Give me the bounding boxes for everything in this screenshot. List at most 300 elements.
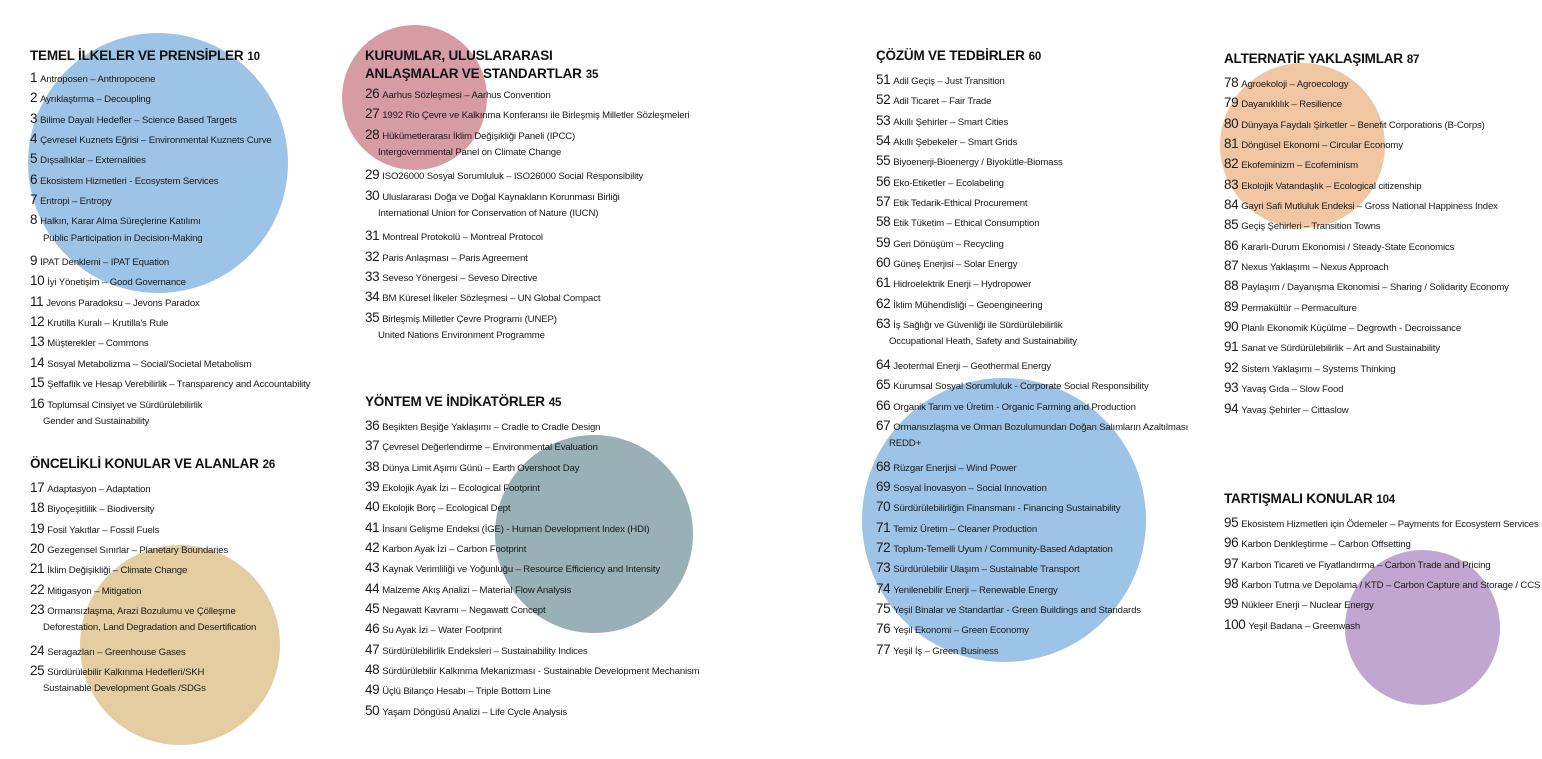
toc-item [876,357,1188,377]
item-number: 70 [876,499,891,515]
item-number: 39 [365,479,380,495]
item-text: Sosyal İnovasyon – Social Innovation [893,482,1047,494]
toc-item [1224,556,1540,576]
item-number: 10 [30,273,45,289]
item-text: Ayrıklaştırma – Decoupling [40,94,151,106]
toc-item [365,147,689,167]
item-number: 4 [30,131,38,147]
item-text: Döngüsel Ekonomi – Circular Economy [1241,140,1403,152]
item-text: Dünya Limit Aşımı Günü – Earth Overshoot Day [382,462,580,474]
item-text: Akıllı Şehirler – Smart Cities [893,116,1009,128]
toc-item [876,581,1188,601]
item-text: Karbon Tutma ve Depolama / KTD – Carbon Capture and Storage / CCS [1241,580,1541,592]
item-number: 15 [30,375,45,391]
item-text: Dışsallıklar – Externalities [40,155,146,167]
item-text: Jevons Paradoksu – Jevons Paradox [46,297,200,309]
item-text: Occupational Heath, Safety and Sustainability [889,336,1077,348]
item-number: 13 [30,334,45,350]
item-text: Paris Anlaşması – Paris Agreement [382,252,528,264]
toc-item [30,233,310,253]
item-number: 68 [876,458,891,474]
item-text: Dayanıklılık – Resilience [1241,99,1342,111]
toc-item [1224,299,1509,319]
item-number: 5 [30,151,38,167]
toc-item [365,499,700,519]
item-text: Karbon Denkleştirme – Carbon Offsetting [1241,539,1411,551]
item-number: 21 [30,561,45,577]
item-text: Jeotermal Enerji – Geothermal Energy [893,360,1051,372]
item-number: 3 [30,110,38,126]
item-number: 67 [876,417,891,433]
toc-item [876,540,1188,560]
item-number: 89 [1224,298,1239,314]
item-text: Krutilla Kuralı – Krutilla's Rule [47,318,169,330]
toc-item [1224,360,1509,380]
item-text: 1992 Rio Çevre ve Kalkınma Konferansı ile Birleşmiş Milletler Sözleşmeleri [382,110,690,122]
item-text: Yenilenebilir Enerji – Renewable Energy [893,584,1058,596]
item-number: 62 [876,295,891,311]
item-number: 53 [876,112,891,128]
item-text: BM Küresel İlkeler Sözleşmesi – UN Global Compact [382,293,601,305]
item-number: 18 [30,500,45,516]
toc-item [1224,319,1509,339]
item-number: 56 [876,173,891,189]
toc-item [876,377,1188,397]
toc-item [876,316,1188,336]
item-text: Yaşam Döngüsü Analizi – Life Cycle Analysis [382,706,568,718]
item-number: 9 [30,253,38,269]
item-number: 42 [365,540,380,556]
section-yontem [365,393,700,723]
toc-item [365,520,700,540]
item-number: 86 [1224,237,1239,253]
item-text: Şeffaflık ve Hesap Verebilirlik – Transparency and Accountability [47,379,311,391]
item-text: Gezegensel Sınırlar – Planetary Boundaries [47,545,229,557]
section-oncelikli-konular [30,455,275,704]
toc-item [1224,535,1540,555]
item-text: Yeşil Badana – Greenwash [1248,620,1361,632]
item-text: Kararlı-Durum Ekonomisi / Steady-State Economics [1241,241,1455,253]
section-tartismali [1224,490,1540,637]
item-number: 77 [876,641,891,657]
item-list [365,418,700,723]
section-title: YÖNTEM VE İNDİKATÖRLER 45 [365,394,562,409]
section-title: ÖNCELİKLİ KONULAR VE ALANLAR 26 [30,456,276,471]
item-number: 95 [1224,515,1239,530]
item-text: Fosil Yakıtlar – Fossil Fuels [47,524,160,536]
item-number: 33 [365,269,380,285]
item-text: Nükleer Enerji – Nuclear Energy [1241,600,1374,612]
item-number: 55 [876,153,891,169]
item-text: Adil Ticaret – Fair Trade [893,96,992,108]
item-text: Üçlü Bilanço Hesabı – Triple Bottom Line [382,686,551,698]
item-number: 82 [1224,156,1239,172]
item-text: Çevresel Kuznets Eğrisi – Environmental Kuznets Curve [40,135,272,147]
toc-item [30,663,275,683]
item-text: Su Ayak İzi – Water Footprint [382,625,502,637]
item-number: 30 [365,187,380,203]
item-text: Ormansızlaşma ve Orman Bozulumundan Doğan Salımların Azaltılması [893,421,1189,433]
page-number: 10 [247,51,260,63]
page-number: 87 [1406,54,1420,66]
toc-item [876,153,1188,173]
item-text: İklim Mühendisliği – Geoengineering [893,299,1043,311]
section-title: ÇÖZÜM VE TEDBİRLER 60 [876,48,1042,63]
toc-item [365,621,700,641]
item-number: 43 [365,560,380,576]
item-text: Ekolojik Ayak İzi – Ecological Footprint [382,483,540,495]
item-text: Beşikten Beşiğe Yaklaşımı – Cradle to Cradle Design [382,422,601,433]
item-number: 58 [876,214,891,230]
page-number: 45 [548,397,562,409]
item-number: 26 [365,86,380,101]
item-number: 6 [30,171,38,187]
item-text: Intergovernmental Panel on Climate Change [378,147,562,159]
item-text: Halkın, Karar Alma Süreçlerine Katılımı [40,216,201,228]
item-number: 63 [876,316,891,332]
toc-item [1224,380,1509,400]
toc-item [30,273,310,293]
item-text: Paylaşım / Dayanışma Ekonomisi – Sharing / Solidarity Economy [1241,282,1509,294]
toc-item [876,499,1188,519]
item-number: 34 [365,289,380,305]
item-text: Birleşmiş Milletler Çevre Programı (UNEP) [382,313,557,325]
item-list [365,86,689,350]
toc-item [30,131,310,151]
item-text: Nexus Yaklaşımı – Nexus Approach [1241,262,1389,274]
item-number: 45 [365,601,380,617]
item-number: 16 [30,395,45,411]
item-text: Ekolojik Borç – Ecological Dept [382,503,511,515]
toc-item [30,561,275,581]
item-text: Permakültür – Permaculture [1241,302,1357,314]
toc-item [876,398,1188,418]
section-alternatif [1224,50,1509,421]
item-text: Ormansızlaşma, Arazi Bozulumu ve Çölleşme [47,606,236,618]
item-number: 91 [1224,339,1239,355]
section-title: ALTERNATİF YAKLAŞIMLAR 87 [1224,51,1420,66]
toc-item [1224,75,1509,95]
section-title: TARTIŞMALI KONULAR 104 [1224,491,1395,506]
toc-item [1224,136,1509,156]
toc-item [365,560,700,580]
item-text: International Union for Conservation of Nature (IUCN) [378,208,599,220]
item-text: Negawatt Kavramı – Negawatt Concept [382,605,546,617]
item-number: 57 [876,194,891,210]
item-number: 65 [876,377,891,393]
item-text: Sistem Yaklaşımı – Systems Thinking [1241,363,1396,375]
item-text: ISO26000 Sosyal Sorumluluk – ISO26000 Social Responsibility [382,171,644,183]
toc-item [876,113,1188,133]
item-number: 78 [1224,75,1239,90]
toc-item [1224,156,1509,176]
toc-item [1224,95,1509,115]
item-text: Karbon Ayak İzi – Carbon Footprint [382,544,527,556]
item-list [30,480,275,704]
toc-item [365,418,700,438]
toc-item [30,192,310,212]
item-number: 61 [876,275,891,291]
toc-item [1224,617,1540,637]
item-number: 69 [876,478,891,494]
item-text: Akıllı Şebekeler – Smart Grids [893,137,1018,149]
item-number: 24 [30,642,45,658]
item-text: Seveso Yönergesi – Seveso Directive [382,273,538,285]
item-text: Toplum-Temelli Uyum / Community-Based Adaptation [893,543,1113,555]
item-number: 80 [1224,115,1239,131]
item-text: Uluslararası Doğa ve Doğal Kaynakların Korunması Birliği [382,191,620,203]
item-text: Toplumsal Cinsiyet ve Sürdürülebilirlik [47,399,203,411]
item-number: 60 [876,255,891,271]
item-text: Etik Tedarik-Ethical Procurement [893,198,1028,210]
item-number: 75 [876,600,891,616]
item-number: 22 [30,581,45,597]
item-text: Seragazları – Greenhouse Gases [47,646,186,658]
item-number: 59 [876,234,891,250]
toc-item [30,70,310,90]
item-number: 99 [1224,596,1239,612]
toc-item [365,330,689,350]
item-number: 44 [365,580,380,596]
item-number: 66 [876,397,891,413]
toc-item [876,418,1188,438]
toc-item [30,582,275,602]
item-number: 72 [876,539,891,555]
page-number: 60 [1028,51,1042,63]
item-number: 93 [1224,380,1239,396]
item-text: Sürdürülebilirlik Endeksleri – Sustainability Indices [382,645,588,657]
item-text: Eko-Etiketler – Ecolabeling [893,177,1004,189]
item-number: 87 [1224,258,1239,274]
item-text: İyi Yönetişim – Good Governance [47,277,186,289]
item-number: 94 [1224,400,1239,416]
toc-item [365,106,689,126]
toc-item [30,602,275,622]
toc-item [365,459,700,479]
item-number: 83 [1224,176,1239,192]
toc-item [365,86,689,106]
item-number: 41 [365,519,380,535]
item-text: Entropi – Entropy [40,196,112,208]
item-text: Yeşil Ekonomi – Green Economy [893,625,1029,637]
section-title: TEMEL İLKELER VE PRENSİPLER 10 [30,48,260,63]
toc-item [876,72,1188,92]
toc-item [365,601,700,621]
toc-item [30,334,310,354]
item-text: İş Sağlığı ve Güvenliği ile Sürdürülebilirlik [893,320,1063,332]
item-text: Güneş Enerjisi – Solar Energy [893,259,1018,271]
toc-item [30,111,310,131]
item-text: Etik Tüketim – Ethical Consumption [893,218,1040,230]
item-number: 38 [365,458,380,474]
toc-item [1224,596,1540,616]
toc-item [1224,238,1509,258]
item-number: 90 [1224,319,1239,335]
item-number: 8 [30,212,38,228]
section-cozum [876,47,1188,662]
item-text: Agroekoloji – Agroecology [1241,79,1349,90]
item-number: 7 [30,192,38,208]
item-number: 14 [30,354,45,370]
toc-item [876,520,1188,540]
item-text: Yeşil İş – Green Business [893,645,999,657]
item-number: 73 [876,560,891,576]
toc-item [365,310,689,330]
item-number: 28 [365,126,380,142]
item-text: Geçiş Şehirleri – Transition Towns [1241,221,1381,233]
toc-item [365,249,689,269]
item-text: REDD+ [889,438,922,450]
toc-item [876,621,1188,641]
item-number: 85 [1224,217,1239,233]
toc-item [1224,116,1509,136]
toc-item [365,479,700,499]
item-number: 97 [1224,555,1239,571]
toc-item [30,416,310,436]
toc-item [365,662,700,682]
item-text: Müşterekler – Commons [47,338,149,350]
toc-item [1224,197,1509,217]
item-text: Organik Tarım ve Üretim - Organic Farming and Production [893,401,1136,413]
item-list [1224,75,1509,421]
toc-item [876,133,1188,153]
item-text: Yeşil Binalar ve Standartlar - Green Buildings and Standards [893,604,1141,616]
item-number: 71 [876,519,891,535]
item-text: Hidroelektrik Enerji – Hydropower [893,279,1032,291]
item-number: 54 [876,133,891,149]
toc-item [30,294,310,314]
item-text: Public Participation in Decision-Making [43,232,203,244]
toc-item [1224,217,1509,237]
toc-item [365,438,700,458]
item-text: Sustainable Development Goals /SDGs [43,683,206,695]
toc-item [1224,401,1509,421]
item-text: Kurumsal Sosyal Sorumluluk - Corporate Social Responsibility [893,381,1149,393]
toc-item [365,682,700,702]
item-text: Malzeme Akış Analizi – Material Flow Analysis [382,584,572,596]
section-temel-ilkeler [30,47,310,436]
item-number: 76 [876,621,891,637]
toc-item [876,336,1188,356]
item-number: 88 [1224,278,1239,294]
item-text: Sürdürülebilir Kalkınma Mekanizması - Sustainable Development Mechanism [382,666,700,678]
section-kurumlar [365,47,689,350]
page-number: 104 [1376,494,1395,506]
item-number: 40 [365,499,380,515]
toc-item [365,540,700,560]
toc-item [365,167,689,187]
item-number: 11 [30,293,44,309]
item-text: Aarhus Sözleşmesi – Aarhus Convention [382,90,551,101]
toc-item [876,194,1188,214]
toc-item [365,228,689,248]
item-text: Montreal Protokolü – Montreal Protocol [382,232,543,244]
item-text: Ekolojik Vatandaşlık – Ecological citizenship [1241,180,1422,192]
toc-item [365,127,689,147]
item-text: Planlı Ekonomik Küçülme – Degrowth - Decroissance [1241,323,1462,335]
toc-item [876,642,1188,662]
toc-item [30,172,310,192]
item-number: 100 [1224,616,1246,632]
item-text: Yavaş Şehirler – Cittaslow [1241,404,1349,416]
item-text: Ekosistem Hizmetleri için Ödemeler – Payments for Ecosystem Services [1241,519,1539,530]
toc-item [30,151,310,171]
toc-item [876,255,1188,275]
item-number: 19 [30,520,45,536]
item-text: Geri Dönüşüm – Recycling [893,238,1004,250]
item-text: Ekofeminizm – Ecofeminism [1241,160,1358,172]
toc-item [30,375,310,395]
item-number: 50 [365,702,380,718]
item-number: 64 [876,356,891,372]
toc-item [876,235,1188,255]
item-text: Temiz Üretim – Cleaner Production [893,523,1038,535]
item-text: Karbon Ticareti ve Fiyatlandırma – Carbon Trade and Pricing [1241,559,1491,571]
page-number: 35 [585,69,599,81]
toc-item [30,521,275,541]
item-number: 48 [365,662,380,678]
item-number: 12 [30,314,45,330]
toc-item [30,253,310,273]
item-number: 96 [1224,535,1239,551]
item-number: 46 [365,621,380,637]
toc-item [30,643,275,663]
item-number: 47 [365,641,380,657]
item-text: Hükümetlerarası İklim Değişikliği Paneli (IPCC) [382,130,576,142]
toc-item [365,188,689,208]
item-text: Mitigasyon – Mitigation [47,585,142,597]
toc-item [1224,339,1509,359]
item-number: 52 [876,92,891,108]
toc-item [1224,258,1509,278]
toc-item [1224,515,1540,535]
toc-item [30,541,275,561]
item-number: 29 [365,167,380,183]
toc-item [1224,278,1509,298]
item-number: 98 [1224,576,1239,592]
item-number: 51 [876,72,891,87]
item-text: İklim Değişikliği – Climate Change [47,565,188,577]
item-text: United Nations Environment Programme [378,330,545,342]
toc-item [30,683,275,703]
toc-item [365,269,689,289]
item-number: 2 [30,90,38,106]
item-text: Sosyal Metabolizma – Social/Societal Metabolism [47,358,252,370]
toc-item [365,703,700,723]
item-number: 84 [1224,197,1239,213]
toc-item [30,622,275,642]
item-text: Adil Geçiş – Just Transition [893,76,1005,87]
item-number: 17 [30,480,45,495]
toc-item [876,214,1188,234]
toc-item [876,560,1188,580]
toc-item [1224,576,1540,596]
toc-item [30,90,310,110]
item-text: Çevresel Değerlendirme – Environmental Evaluation [382,442,598,454]
item-number: 92 [1224,359,1239,375]
item-number: 23 [30,602,45,618]
item-text: Bilime Dayalı Hedefler – Science Based Targets [40,114,237,126]
toc-item [365,581,700,601]
item-text: İnsani Gelişme Endeksi (İGE) - Human Development Index (HDI) [382,523,650,535]
item-text: Biyoenerji-Bioenergy / Biyokütle-Biomass [893,157,1063,169]
item-list [30,70,310,436]
item-text: Sanat ve Sürdürülebilirlik – Art and Sustainability [1241,343,1440,355]
item-number: 31 [365,228,380,244]
item-text: Adaptasyon – Adaptation [47,484,151,495]
toc-item [30,355,310,375]
toc-item [876,174,1188,194]
